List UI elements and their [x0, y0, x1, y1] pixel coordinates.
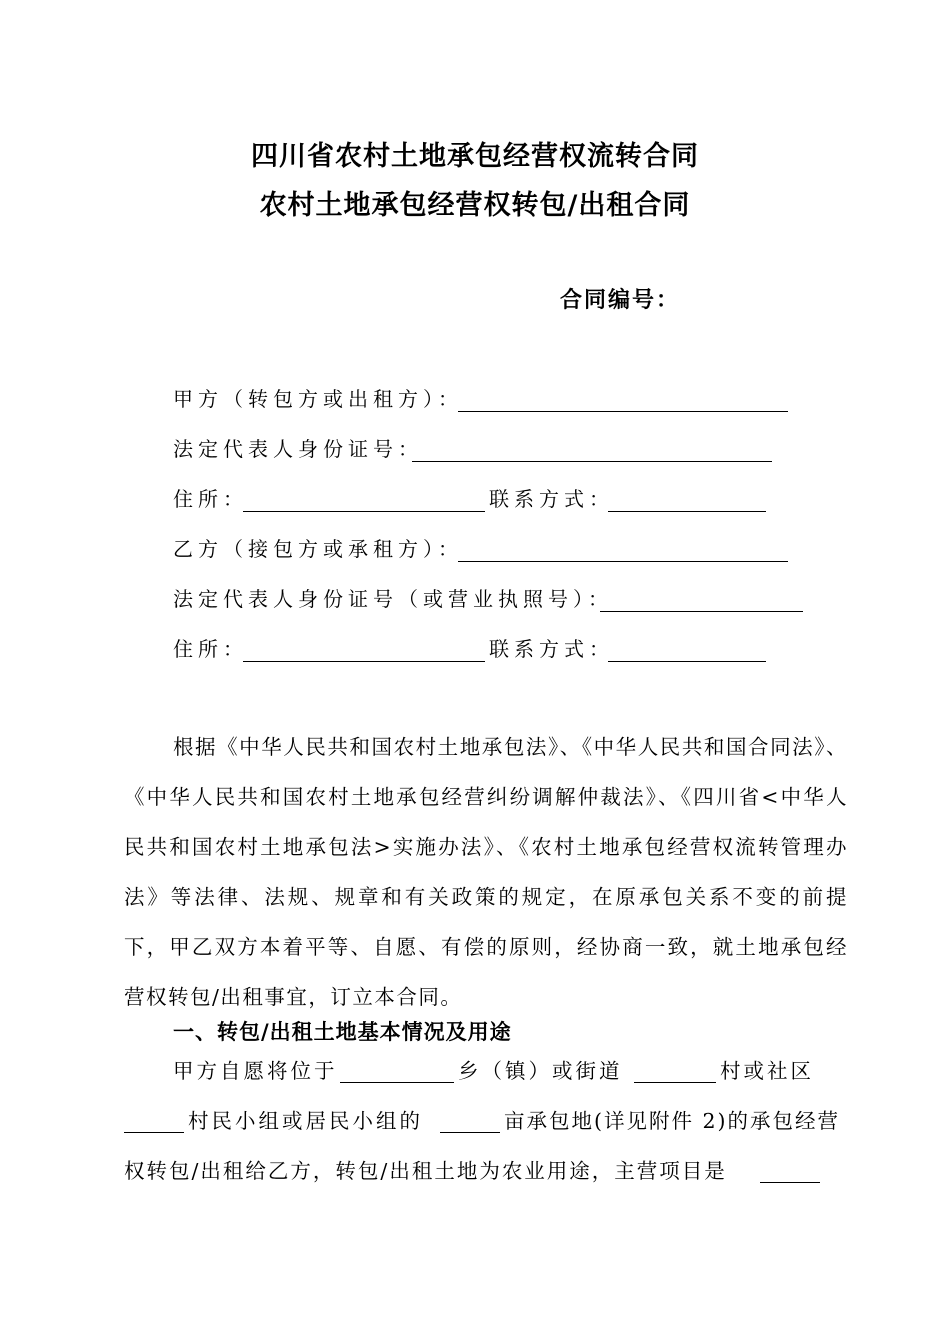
- party-a-rep-id-row: [173, 434, 423, 464]
- group-field[interactable]: [124, 1110, 184, 1133]
- party-a-rep-id-label: 法定代表人身份证号：: [173, 437, 423, 461]
- section-1-heading: 一、转包/出租土地基本情况及用途: [173, 1020, 512, 1044]
- party-b-label: 乙方（接包方或承租方）：: [173, 537, 463, 561]
- party-b-rep-id-field[interactable]: [600, 589, 803, 612]
- party-b-contact-field[interactable]: [608, 639, 766, 662]
- party-b-field[interactable]: [458, 539, 788, 562]
- party-a-contact-row: [489, 484, 614, 514]
- party-b-address-field[interactable]: [243, 639, 485, 662]
- preamble-paragraph: 根据《中华人民共和国农村土地承包法》、《中华人民共和国合同法》、《中华人民共和国农村土地承包经营纠纷调解仲裁法》、《四川省<中华人民共和国农村土地承包法>实施办法》、《农村土地承包经营权流转管理办法》等法律、法规、规章和有关政策的规定，在原承包关系不变的前提下，甲乙双方本着平等、自愿、有偿的原则，经协商一致，就土地承包经营权转包/出租事宜，订立本合同。: [124, 735, 848, 1009]
- party-b-rep-id-label: 法定代表人身份证号（或营业执照号）：: [173, 587, 613, 611]
- party-b-contact-row: [489, 634, 614, 664]
- section-1-line1-part-b: 乡（镇）或街道: [458, 1059, 623, 1083]
- section-1-line1-part-a: 甲方自愿将位于: [173, 1059, 338, 1083]
- party-a-address-row: [173, 484, 248, 514]
- section-1-line1-part-c: 村或社区: [720, 1059, 814, 1083]
- village-field[interactable]: [634, 1060, 716, 1083]
- section-1-line2-part-b: 亩承包地(详见附件 2)的承包经营: [504, 1109, 841, 1133]
- party-b-rep-id-row: [173, 584, 613, 614]
- area-mu-field[interactable]: [440, 1110, 500, 1133]
- party-a-contact-label: 联系方式：: [489, 487, 614, 511]
- party-b-address-label: 住所：: [173, 637, 248, 661]
- document-subtitle: 农村土地承包经营权转包/出租合同: [259, 190, 691, 221]
- section-1-line2-part-a: 村民小组或居民小组的: [188, 1109, 423, 1133]
- main-project-field[interactable]: [760, 1160, 820, 1183]
- party-b-address-row: [173, 634, 248, 664]
- section-1-line3: 权转包/出租给乙方，转包/出租土地为农业用途，主营项目是: [124, 1159, 727, 1183]
- party-b-row: [173, 534, 463, 564]
- party-a-contact-field[interactable]: [608, 489, 766, 512]
- party-a-address-field[interactable]: [243, 489, 485, 512]
- contract-number-label: 合同编号：: [560, 288, 681, 313]
- document-title: 四川省农村土地承包经营权流转合同: [251, 141, 699, 172]
- party-a-label: 甲方（转包方或出租方）：: [173, 387, 463, 411]
- party-a-field[interactable]: [458, 389, 788, 412]
- township-field[interactable]: [340, 1060, 454, 1083]
- party-a-rep-id-field[interactable]: [412, 439, 772, 462]
- party-a-address-label: 住所：: [173, 487, 248, 511]
- party-a-row: [173, 384, 463, 414]
- party-b-contact-label: 联系方式：: [489, 637, 614, 661]
